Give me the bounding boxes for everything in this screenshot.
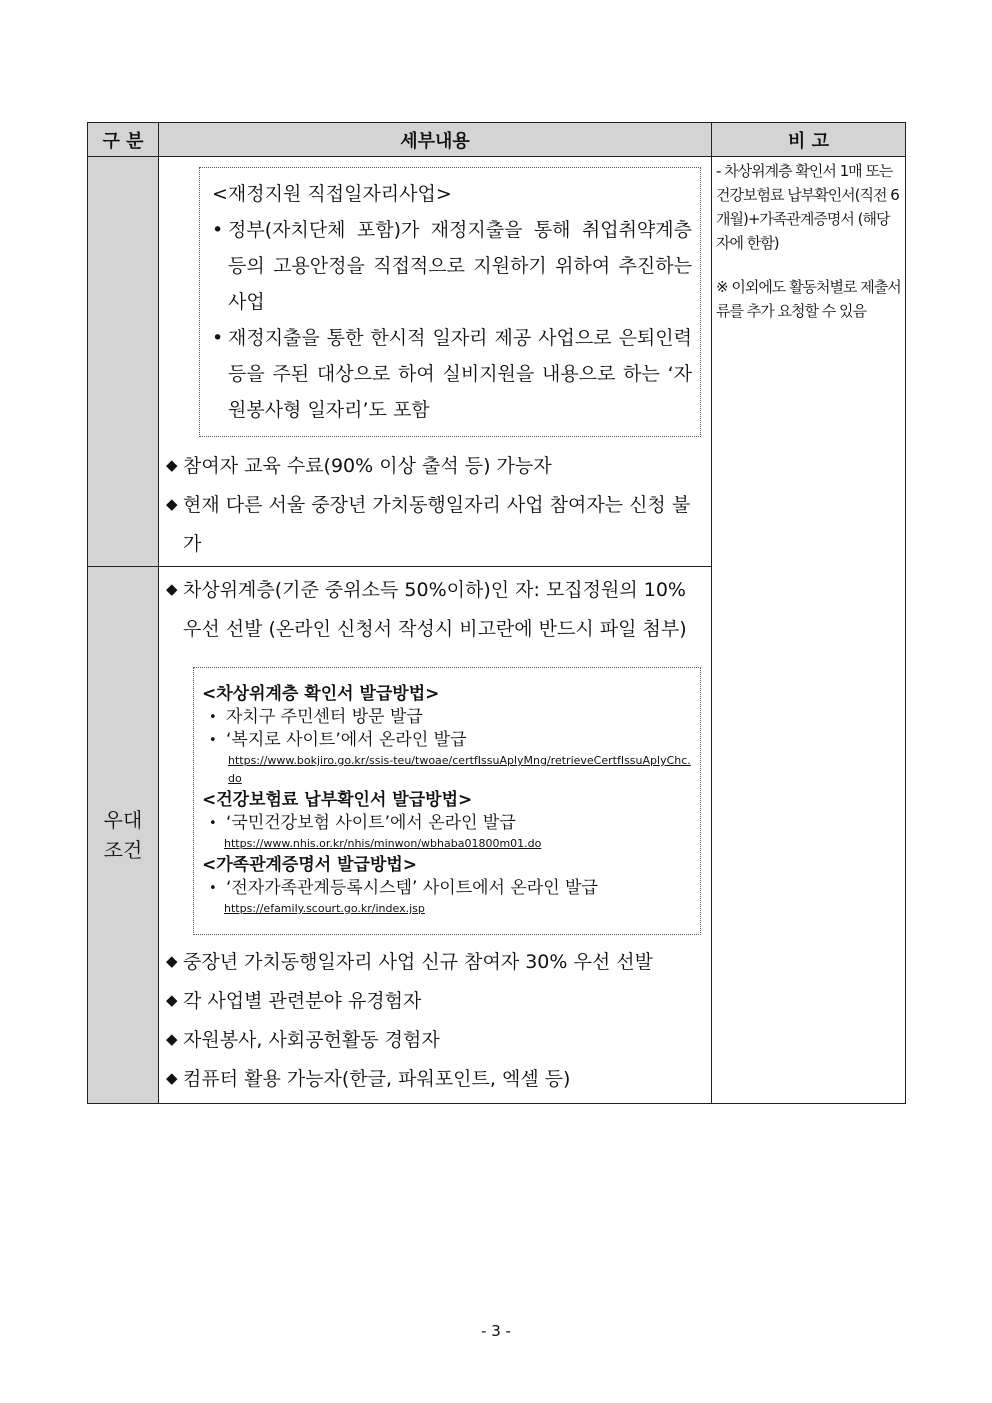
header-category: 구 분 [88,123,159,157]
document-issuance-box [193,667,701,935]
list-item: • 자치구 주민센터 방문 발급 [209,707,423,727]
list-item: • 재정지출을 통한 한시적 일자리 제공 사업으로 은퇴인력 등을 주된 대상으로 하여 실비지원을 내용으로 하는 ‘자원봉사형 일자리’도 포함 [208,320,692,428]
efamily-link[interactable]: https://efamily.scourt.go.kr/index.jsp [224,902,425,915]
bullet-icon: • [209,816,217,831]
list-item: ◆ 중장년 가치동행일자리 사업 신규 참여자 30% 우선 선발 [159,943,703,982]
remarks-cell [712,157,906,1104]
bullet-icon: • [212,219,224,241]
header-row [88,123,906,157]
remarks-additional: ※ 이외에도 활동처별로 제출서류를 추가 요청할 수 있음 [716,278,901,320]
list-item: • ‘복지로 사이트’에서 온라인 발급 [209,730,467,750]
list-item: ◆ 현재 다른 서울 중장년 가치동행일자리 사업 참여자는 신청 불가 [159,486,703,564]
category-cell-empty [88,157,159,567]
bullet-icon: • [209,710,217,725]
details-cell-preference [159,567,712,1104]
bullet-icon: ◆ [166,580,178,598]
bullet-icon: ◆ [166,952,178,970]
bokjiro-link[interactable]: https://www.bokjiro.go.kr/ssis-teu/twoae/certfIssuAplyMng/retrieveCertfIssuAplyChc.do [228,754,691,785]
bullet-icon: ◆ [166,1030,178,1048]
bullet-icon: • [209,733,217,748]
nhis-link[interactable]: https://www.nhis.or.kr/nhis/minwon/wbhaba01800m01.do [224,837,542,850]
list-item: • ‘국민건강보험 사이트’에서 온라인 발급 [209,813,516,833]
direct-job-definition-box [199,167,701,437]
category-label-line2: 조건 [103,838,143,862]
list-item: • 정부(자치단체 포함)가 재정지출을 통해 취업취약계층 등의 고용안정을 직접적으로 지원하기 위하여 추진하는 사업 [208,212,692,320]
page-number: - 3 - [481,1322,511,1340]
header-details: 세부내용 [159,123,712,157]
bullet-icon: ◆ [166,991,178,1009]
box-title: <재정지원 직접일자리사업> [212,183,452,205]
category-label-line1: 우대 [103,808,143,832]
list-item: • ‘전자가족관계등록시스템’ 사이트에서 온라인 발급 [209,878,598,898]
section-title: <차상위계층 확인서 발급방법> [202,684,440,704]
list-item: ◆ 차상위계층(기준 중위소득 50%이하)인 자: 모집정원의 10% 우선 선발 (온라인 신청서 작성시 비고란에 반드시 파일 첨부) [159,571,703,649]
header-remarks: 비 고 [712,123,906,157]
bullet-icon: • [209,881,217,896]
details-cell-eligibility [159,157,712,567]
bullet-icon: ◆ [166,1069,178,1087]
list-item: ◆ 컴퓨터 활용 가능자(한글, 파워포인트, 엑셀 등) [159,1060,703,1099]
bullet-icon: ◆ [166,456,178,474]
remarks-documents: - 차상위계층 확인서 1매 또는 건강보험료 납부확인서(직전 6개월)+가족관계증명서 (해당자에 한함) [716,162,899,252]
table-row-eligibility [88,157,906,567]
content-table [87,122,906,1104]
section-title: <건강보험료 납부확인서 발급방법> [202,790,473,810]
list-item: ◆ 참여자 교육 수료(90% 이상 출석 등) 가능자 [159,447,703,486]
list-item: ◆ 각 사업별 관련분야 유경험자 [159,982,703,1021]
category-cell-preference [88,567,159,1104]
bullet-icon: • [212,327,224,349]
list-item: ◆ 자원봉사, 사회공헌활동 경험자 [159,1021,703,1060]
section-title: <가족관계증명서 발급방법> [202,855,418,875]
bullet-icon: ◆ [166,495,178,513]
